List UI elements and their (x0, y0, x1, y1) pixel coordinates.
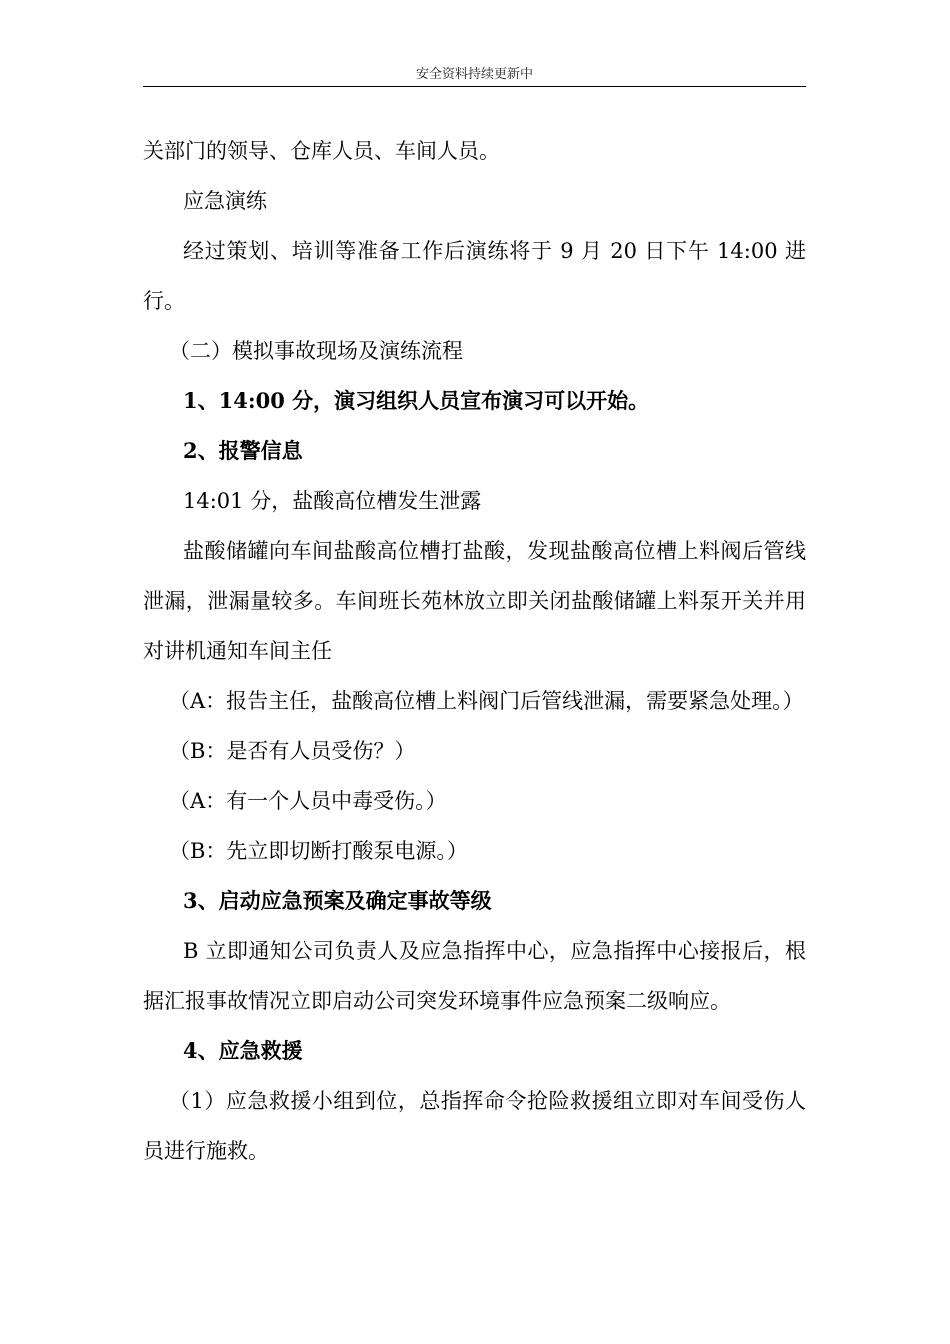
step-heading: 4、应急救援 (183, 1038, 303, 1063)
paragraph: 14:01 分，盐酸高位槽发生泄露 (183, 489, 482, 513)
page-header: 安全资料持续更新中 (415, 67, 533, 82)
paragraph: 关部门的领导、仓库人员、车间人员。 (143, 139, 500, 163)
dialogue-line: （A：报告主任，盐酸高位槽上料阀门后管线泄漏，需要紧急处理。） (169, 689, 804, 713)
section-heading: （二）模拟事故现场及演练流程 (169, 339, 463, 363)
header-divider (143, 86, 806, 87)
section-heading: 应急演练 (183, 189, 267, 213)
paragraph: 盐酸储罐向车间盐酸高位槽打盐酸，发现盐酸高位槽上料阀后管线泄漏，泄漏量较多。车间班长苑林放立即关闭盐酸储罐上料泵开关并用对讲机通知车间主任 (143, 539, 806, 663)
step-heading: 2、报警信息 (183, 438, 303, 463)
step-heading: 1、14:00 分，演习组织人员宣布演习可以开始。 (183, 388, 650, 413)
step-heading: 3、启动应急预案及确定事故等级 (183, 888, 492, 913)
dialogue-line: （B：先立即切断打酸泵电源。） (169, 839, 468, 863)
dialogue-line: （A：有一个人员中毒受伤。） (169, 789, 447, 813)
paragraph: （1）应急救援小组到位，总指挥命令抢险救援组立即对车间受伤人员进行施救。 (143, 1089, 806, 1163)
document-body (143, 126, 806, 1176)
dialogue-line: （B：是否有人员受伤？） (169, 739, 416, 763)
paragraph: 经过策划、培训等准备工作后演练将于 9 月 20 日下午 14:00 进行。 (143, 239, 806, 313)
paragraph: B 立即通知公司负责人及应急指挥中心，应急指挥中心接报后，根据汇报事故情况立即启动公司突发环境事件应急预案二级响应。 (143, 939, 806, 1013)
